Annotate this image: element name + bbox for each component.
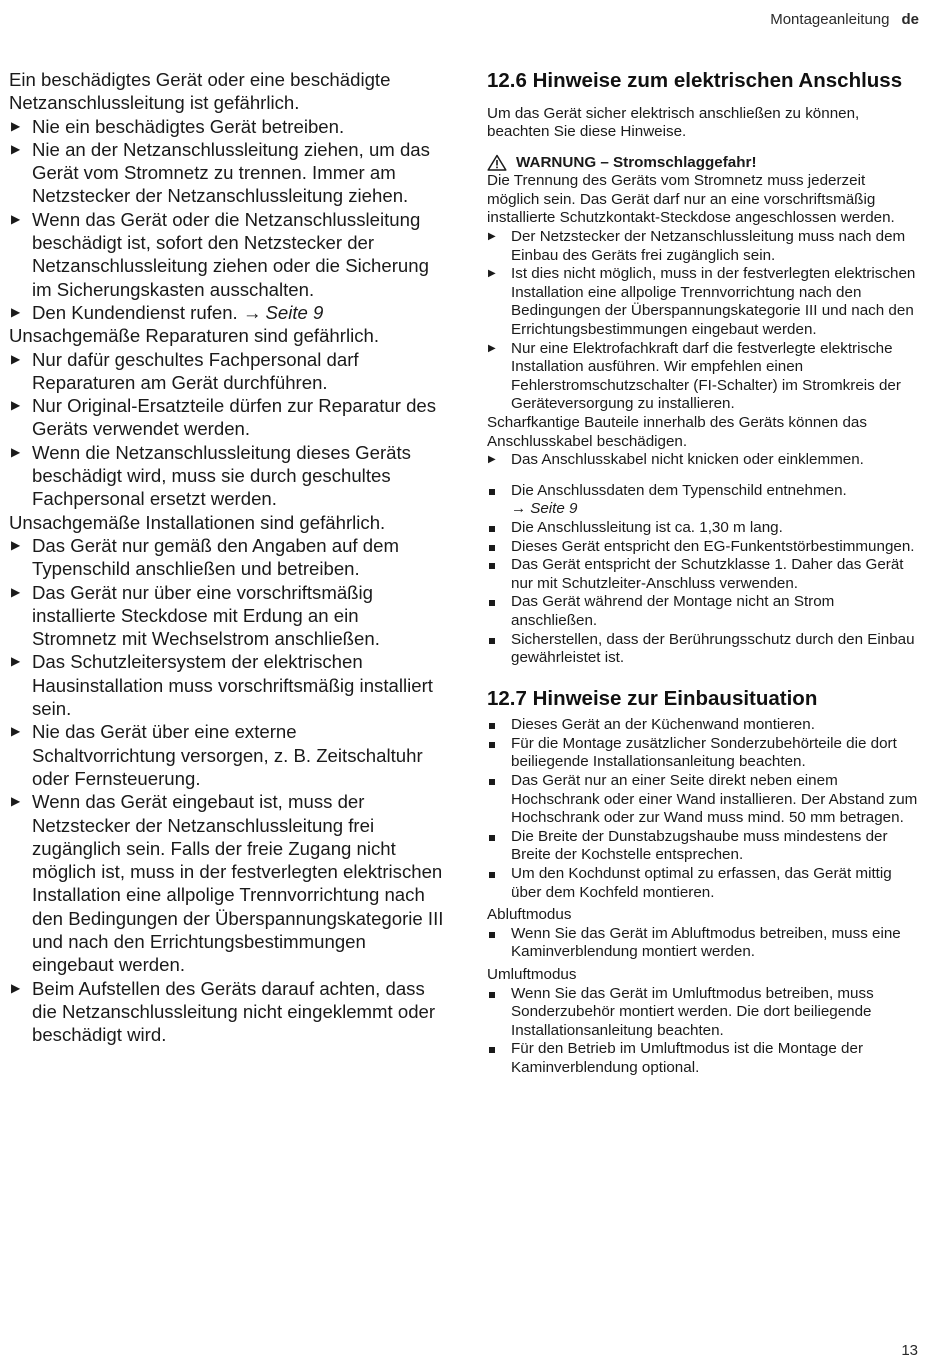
subheading-umluft: Umluftmodus	[487, 965, 577, 983]
intro-damaged: Ein beschädigtes Gerät oder eine beschädigte Netzanschlussleitung ist gefährlich.	[9, 69, 391, 114]
list-item: ▶ Nie an der Netzanschlussleitung ziehen, um das Gerät vom Stromnetz zu trennen. Immer am Netzstecker der Netzanschlussleitung ziehen.	[11, 138, 430, 207]
list-item: Dieses Gerät entspricht den EG-Funkentstörbestimmungen.	[487, 538, 920, 557]
list-item: Sicherstellen, dass der Berührungsschutz durch den Einbau gewährleistet ist.	[487, 631, 920, 668]
square-bullet-icon	[489, 835, 495, 841]
list-item: Um den Kochdunst optimal zu erfassen, das Gerät mittig über dem Kochfeld montieren.	[487, 865, 920, 902]
list-item: Wenn Sie das Gerät im Abluftmodus betreiben, muss eine Kaminverblendung montiert werden.	[487, 925, 920, 962]
square-bullet-icon	[489, 545, 495, 551]
arrow-bullet-icon: ▶	[488, 268, 496, 280]
arrow-bullet-icon: ▶	[488, 342, 496, 354]
subheading-abluft: Abluftmodus	[487, 906, 572, 924]
square-bullet-icon	[489, 563, 495, 569]
arrow-bullet-icon: ▶	[11, 654, 21, 669]
list-item: Die Anschlussdaten dem Typenschild entnehmen. → Seite 9	[487, 482, 920, 519]
list-item: ▶ Nie ein beschädigtes Gerät betreiben.	[11, 115, 345, 137]
reference-arrow-icon: →	[242, 301, 262, 323]
arrow-bullet-icon: ▶	[11, 980, 21, 995]
warning-title: WARNUNG – Stromschlaggefahr!	[516, 153, 757, 171]
list-item: ▶ Nur Original-Ersatzteile dürfen zur Reparatur des Geräts verwendet werden.	[11, 395, 437, 440]
page-reference-link[interactable]: → Seite 9	[511, 500, 578, 518]
arrow-bullet-icon: ▶	[11, 211, 21, 226]
square-bullet-icon	[489, 932, 495, 938]
abluft-list	[487, 925, 920, 962]
square-bullet-icon	[489, 992, 495, 998]
square-bullet-icon	[489, 638, 495, 644]
list-item: ▶ Wenn das Gerät eingebaut ist, muss der Netzstecker der Netzanschlussleitung frei zugänglich sein. Falls der freie Zugang nicht möglich ist, muss in der festverlegten elektrischen Installation eine allpolige Trennvorrichtung nach den Bedingungen der Überspannungskategorie III und nach den Errichtungsbestimmungen eingebaut werden.	[11, 791, 444, 976]
header-title: Montageanleitung	[770, 11, 890, 28]
list-item: ▶ Der Netzstecker der Netzanschlussleitung muss nach dem Einbau des Geräts frei zugänglich sein.	[488, 228, 906, 264]
intro-repairs: Unsachgemäße Reparaturen sind gefährlich.	[9, 325, 380, 347]
section-title-12-7: 12.7 Hinweise zur Einbausituation	[487, 686, 818, 710]
warning-heading	[487, 154, 920, 173]
electrical-notes-list	[487, 482, 920, 668]
list-item: Das Gerät entspricht der Schutzklasse 1. Daher das Gerät nur mit Schutzleiter-Anschluss verwenden.	[487, 556, 920, 593]
arrow-bullet-icon: ▶	[11, 398, 21, 413]
list-damaged	[9, 115, 444, 325]
arrow-bullet-icon: ▶	[11, 724, 21, 739]
square-bullet-icon	[489, 872, 495, 878]
list-item: Das Gerät während der Montage nicht an Strom anschließen.	[487, 593, 920, 630]
section-title-12-6: 12.6 Hinweise zum elektrischen Anschluss	[487, 69, 903, 92]
arrow-bullet-icon: ▶	[488, 454, 496, 466]
arrow-bullet-icon: ▶	[488, 231, 496, 243]
square-bullet-icon	[489, 489, 495, 495]
page-number: 13	[901, 1342, 918, 1359]
list-item: ▶ Das Schutzleitersystem der elektrischen Hausinstallation muss vorschriftsmäßig installiert sein.	[11, 651, 433, 720]
list-item: Dieses Gerät an der Küchenwand montieren.	[487, 716, 920, 735]
list-item: Für die Montage zusätzlicher Sonderzubehörteile die dort beiliegende Installationsanleitung beachten.	[487, 735, 920, 772]
page-header	[770, 11, 919, 28]
list-item: ▶ Ist dies nicht möglich, muss in der festverlegten elektrischen Installation eine allpolige Trennvorrichtung nach den Bedingungen der Überspannungskategorie III und nach den Errichtungsbestimmungen eingebaut werden.	[488, 265, 916, 339]
square-bullet-icon	[489, 526, 495, 532]
page-reference-link[interactable]: → Seite 9	[242, 301, 324, 323]
reference-arrow-icon: →	[511, 500, 527, 518]
list-item: ▶ Das Gerät nur gemäß den Angaben auf dem Typenschild anschließen und betreiben.	[11, 534, 399, 580]
square-bullet-icon	[489, 742, 495, 748]
arrow-bullet-icon: ▶	[11, 584, 21, 599]
intro-installations: Unsachgemäße Installationen sind gefährlich.	[9, 511, 386, 533]
square-bullet-icon	[489, 1047, 495, 1053]
sharp-edges-list	[487, 451, 920, 470]
list-item: ▶ Nur eine Elektrofachkraft darf die festverlegte elektrische Installation ausführen. Wir empfehlen einen Fehlerstromschutzschalter (FI-Schalter) im Stromkreis der Geräteversorgung zu installieren.	[488, 339, 901, 413]
list-installations	[9, 534, 444, 1047]
list-item: Die Anschlussleitung ist ca. 1,30 m lang.	[487, 519, 920, 538]
right-column	[487, 70, 920, 1078]
list-item: ▶ Das Anschlusskabel nicht knicken oder einklemmen.	[488, 451, 864, 469]
arrow-bullet-icon: ▶	[11, 304, 21, 319]
list-item: ▶ Nur dafür geschultes Fachpersonal darf Reparaturen am Gerät durchführen.	[11, 348, 359, 393]
arrow-bullet-icon: ▶	[11, 141, 21, 156]
list-item: ▶ Das Gerät nur über eine vorschriftsmäßig installierte Steckdose mit Erdung an ein Stromnetz mit Wechselstrom anschließen.	[11, 581, 380, 650]
arrow-bullet-icon: ▶	[11, 351, 21, 366]
arrow-bullet-icon: ▶	[11, 537, 21, 552]
arrow-bullet-icon: ▶	[11, 118, 21, 133]
square-bullet-icon	[489, 779, 495, 785]
list-item: Das Gerät nur an einer Seite direkt neben einem Hochschrank oder einer Wand installieren. Der Abstand zum Hochschrank oder zur Wand muss mind. 50 mm betragen.	[487, 772, 920, 828]
sharp-edges-text: Scharfkantige Bauteile innerhalb des Geräts können das Anschlusskabel beschädigen.	[487, 414, 867, 450]
list-item: ▶ Wenn das Gerät oder die Netzanschlussleitung beschädigt ist, sofort den Netzstecker der Netzanschlussleitung ziehen oder die Sicherung im Sicherungskasten ausschalten.	[11, 208, 429, 300]
warning-text: Die Trennung des Geräts vom Stromnetz muss jederzeit möglich sein. Das Gerät darf nur an eine vorschriftsmäßig installierte Schutzkontakt-Steckdose angeschlossen werden.	[487, 172, 895, 227]
list-repairs	[9, 348, 444, 511]
list-item: Wenn Sie das Gerät im Umluftmodus betreiben, muss Sonderzubehör montiert werden. Die dort beiliegende Installationsanleitung beachten.	[487, 985, 920, 1041]
list-item: ▶ Wenn die Netzanschlussleitung dieses Geräts beschädigt wird, muss sie durch geschultes Fachpersonal ersetzt werden.	[11, 441, 411, 510]
list-item: ▶ Beim Aufstellen des Geräts darauf achten, dass die Netzanschlussleitung nicht eingeklemmt oder beschädigt wird.	[11, 977, 436, 1046]
arrow-bullet-icon: ▶	[11, 794, 21, 809]
list-item: ▶ Nie das Gerät über eine externe Schaltvorrichtung versorgen, z. B. Zeitschaltuhr oder Fernsteuerung.	[11, 721, 423, 789]
section-intro: Um das Gerät sicher elektrisch anschließen zu können, beachten Sie diese Hinweise.	[487, 104, 860, 141]
square-bullet-icon	[489, 600, 495, 606]
left-column	[9, 68, 444, 1046]
umluft-list	[487, 985, 920, 1078]
installation-situation-list	[487, 716, 920, 902]
arrow-bullet-icon: ▶	[11, 444, 21, 459]
list-item: ▶ Den Kundendienst rufen. → Seite 9	[11, 301, 324, 323]
warning-triangle-icon	[487, 154, 507, 171]
header-language: de	[901, 11, 919, 28]
list-item: Die Breite der Dunstabzugshaube muss mindestens der Breite der Kochstelle entsprechen.	[487, 828, 920, 865]
square-bullet-icon	[489, 723, 495, 729]
warning-list	[487, 228, 920, 414]
list-item: Für den Betrieb im Umluftmodus ist die Montage der Kaminverblendung optional.	[487, 1040, 920, 1077]
